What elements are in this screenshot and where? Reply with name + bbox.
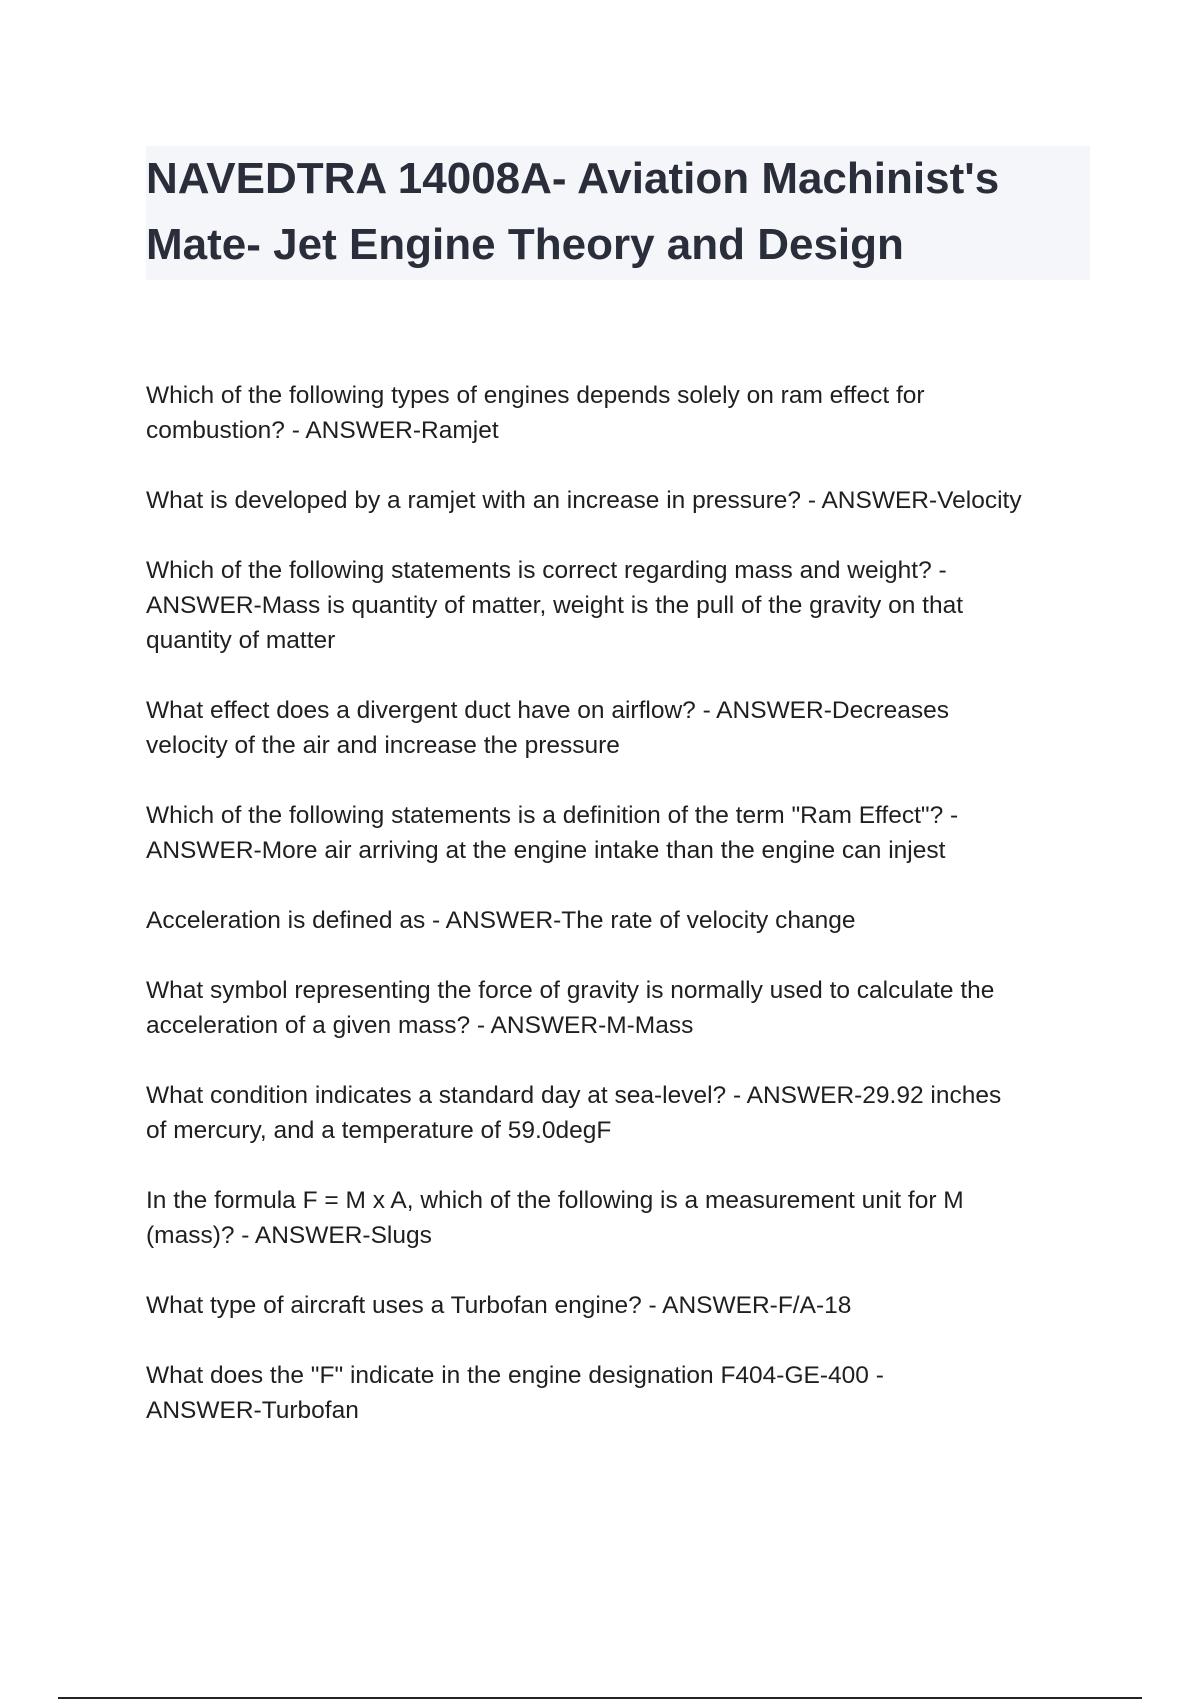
- qa-item: Which of the following types of engines depends solely on ram effect for combustion? - ANSWER-Ramjet: [146, 382, 925, 444]
- qa-item: Acceleration is defined as - ANSWER-The rate of velocity change: [146, 907, 856, 934]
- page-bottom-divider: [58, 1697, 1142, 1699]
- qa-item: What effect does a divergent duct have on airflow? - ANSWER-Decreases velocity of the air and increase the pressure: [146, 697, 949, 759]
- qa-item: In the formula F = M x A, which of the following is a measurement unit for M (mass)? - ANSWER-Slugs: [146, 1187, 964, 1249]
- title-banner: [146, 146, 1090, 280]
- document-title: NAVEDTRA 14008A- Aviation Machinist's Mate- Jet Engine Theory and Design: [146, 154, 1000, 269]
- qa-item: Which of the following statements is a definition of the term "Ram Effect"? - ANSWER-More air arriving at the engine intake than the engine can injest: [146, 802, 959, 864]
- qa-list: [146, 378, 1096, 1463]
- qa-item: What type of aircraft uses a Turbofan engine? - ANSWER-F/A-18: [146, 1292, 852, 1319]
- qa-item: What does the "F" indicate in the engine designation F404-GE-400 - ANSWER-Turbofan: [146, 1362, 884, 1424]
- qa-item: What symbol representing the force of gravity is normally used to calculate the acceleration of a given mass? - ANSWER-M-Mass: [146, 977, 995, 1039]
- qa-item: What condition indicates a standard day at sea-level? - ANSWER-29.92 inches of mercury, and a temperature of 59.0degF: [146, 1082, 1002, 1144]
- qa-item: What is developed by a ramjet with an increase in pressure? - ANSWER-Velocity: [146, 487, 1022, 514]
- qa-item: Which of the following statements is correct regarding mass and weight? - ANSWER-Mass is quantity of matter, weight is the pull of the gravity on that quantity of matter: [146, 557, 964, 654]
